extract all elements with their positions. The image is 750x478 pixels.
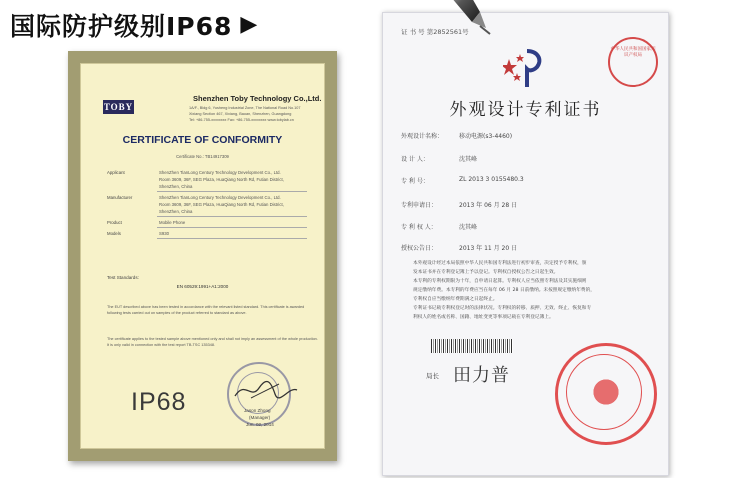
- field-value: 移动电源(s3-4460): [459, 133, 513, 140]
- field-label: 专 利 权 人：: [401, 224, 437, 231]
- test-standard: EN 60529:1991+A1:2000: [176, 284, 229, 289]
- conformity-paragraph: The EUT described above has been tested in accordance with the relevant listed standard. This certificate is awarded following tests carried out on samples of the product referred to standard as above.: [107, 305, 305, 315]
- field-label: 外观设计名称：: [401, 133, 444, 140]
- divider: [157, 191, 307, 192]
- patent-title: 外观设计专利证书: [449, 100, 602, 120]
- divider: [157, 238, 307, 239]
- signer-name: Jason Zhong: [244, 408, 271, 413]
- field-label: Manufacturer: [107, 195, 133, 200]
- certificate-title: CERTIFICATE OF CONFORMITY: [122, 134, 283, 146]
- field-value: S930: [159, 231, 170, 236]
- field-value: ShenZhen, China: [159, 184, 193, 189]
- divider: [157, 227, 307, 228]
- field-value: ZL 2013 3 0155480.3: [459, 176, 524, 183]
- ip68-label: IP68: [131, 388, 187, 416]
- barcode: [431, 339, 513, 353]
- test-standards-label: Test Standards:: [107, 275, 139, 280]
- field-value: 沈其峰: [459, 156, 478, 163]
- field-value: Room 3609, 36F, SEG Plaza, HuaQiang North Rd, Futian District,: [159, 177, 284, 182]
- certificate-paper: [80, 63, 325, 449]
- heading-title: 国际防护级别IP68: [10, 12, 233, 41]
- field-label: 专利申请日：: [401, 202, 438, 209]
- address-line: 1A/F., Bldg 6, Yusheng Industrial Zone, The National Road No.107: [189, 106, 301, 110]
- field-label: 授权公告日：: [401, 245, 438, 252]
- director-signature: 田力普: [453, 365, 510, 386]
- field-label: Models: [107, 231, 121, 236]
- field-value: ShenZhen TianLong Century Technology Development Co., Ltd.: [159, 170, 281, 175]
- field-value: ShenZhen, China: [159, 209, 193, 214]
- field-value: 2013 年 06 月 28 日: [459, 202, 518, 209]
- toby-logo: TOBY: [103, 102, 134, 112]
- patent-office-logo: [503, 49, 548, 89]
- company-name: Shenzhen Toby Technology Co.,Ltd.: [193, 94, 322, 103]
- approval-stamp: 中华人民共和国国家知识产权局: [608, 37, 658, 87]
- certificate-of-conformity: [68, 51, 337, 461]
- patent-body-text: 本外观设计经过本局依照中华人民共和国专利法进行初步审查，决定授予专利权，颁 发本证书并在专利登记簿上予以登记。专利权自授权公告之日起生效。 本专利的专利权期限为十年，自申请日起算。专利权人应当依照专利法及其实施细则 规定缴纳年费。本专利的年费应当在每年 06 月 28 日前缴纳。未按照规定缴纳年费的， 专利权自应当缴纳年费期满之日起终止。 专利证书记载专利权登记时的法律状况。专利权的转移、质押、无效、终止、恢复和专 利权人的姓名或名称、国籍、地址变更等事项记载在专利登记簿上。: [413, 261, 595, 320]
- field-value: 2013 年 11 月 20 日: [459, 245, 518, 252]
- sign-date: Jun. 02, 2014: [246, 422, 274, 427]
- manager-signature: [231, 376, 301, 404]
- field-value: ShenZhen TianLong Century Technology Development Co., Ltd.: [159, 195, 281, 200]
- design-patent-certificate: [382, 12, 669, 476]
- address-line: Tel: +86-755-xxxxxxxx Fax: +86-755-xxxxxxxx www.tobylab.cn: [189, 118, 294, 122]
- director-label: 局长: [426, 372, 439, 380]
- field-value: 沈其峰: [459, 224, 478, 231]
- address-line: Xixiang Section 467, Xixiang, Baoan, Shenzhen, Guangdong: [189, 112, 292, 116]
- official-red-seal: [555, 343, 657, 445]
- field-label: 专 利 号：: [401, 178, 429, 185]
- signer-role: (Manager): [249, 415, 271, 420]
- field-label: 设 计 人：: [401, 156, 429, 163]
- divider: [157, 216, 307, 217]
- play-arrow-icon: ▶: [240, 12, 258, 37]
- field-label: Applicant: [107, 170, 125, 175]
- certificate-number: Certificate No.: TB14917309: [176, 154, 229, 159]
- field-label: Product: [107, 220, 122, 225]
- validity-paragraph: The certificate applies to the tested sample above mentioned only and shall not imply an assessment of the whole production. It is only valid in connection with the test report TB-TSC 135348.: [107, 337, 318, 347]
- section-heading: [10, 8, 257, 42]
- pen-icon: [434, 0, 492, 36]
- field-value: Room 3609, 36F, SEG Plaza, HuaQiang North Rd, Futian District,: [159, 202, 284, 207]
- patent-number: 证 书 号 第2852561号: [401, 28, 469, 36]
- field-value: Mobile Phone: [159, 220, 186, 225]
